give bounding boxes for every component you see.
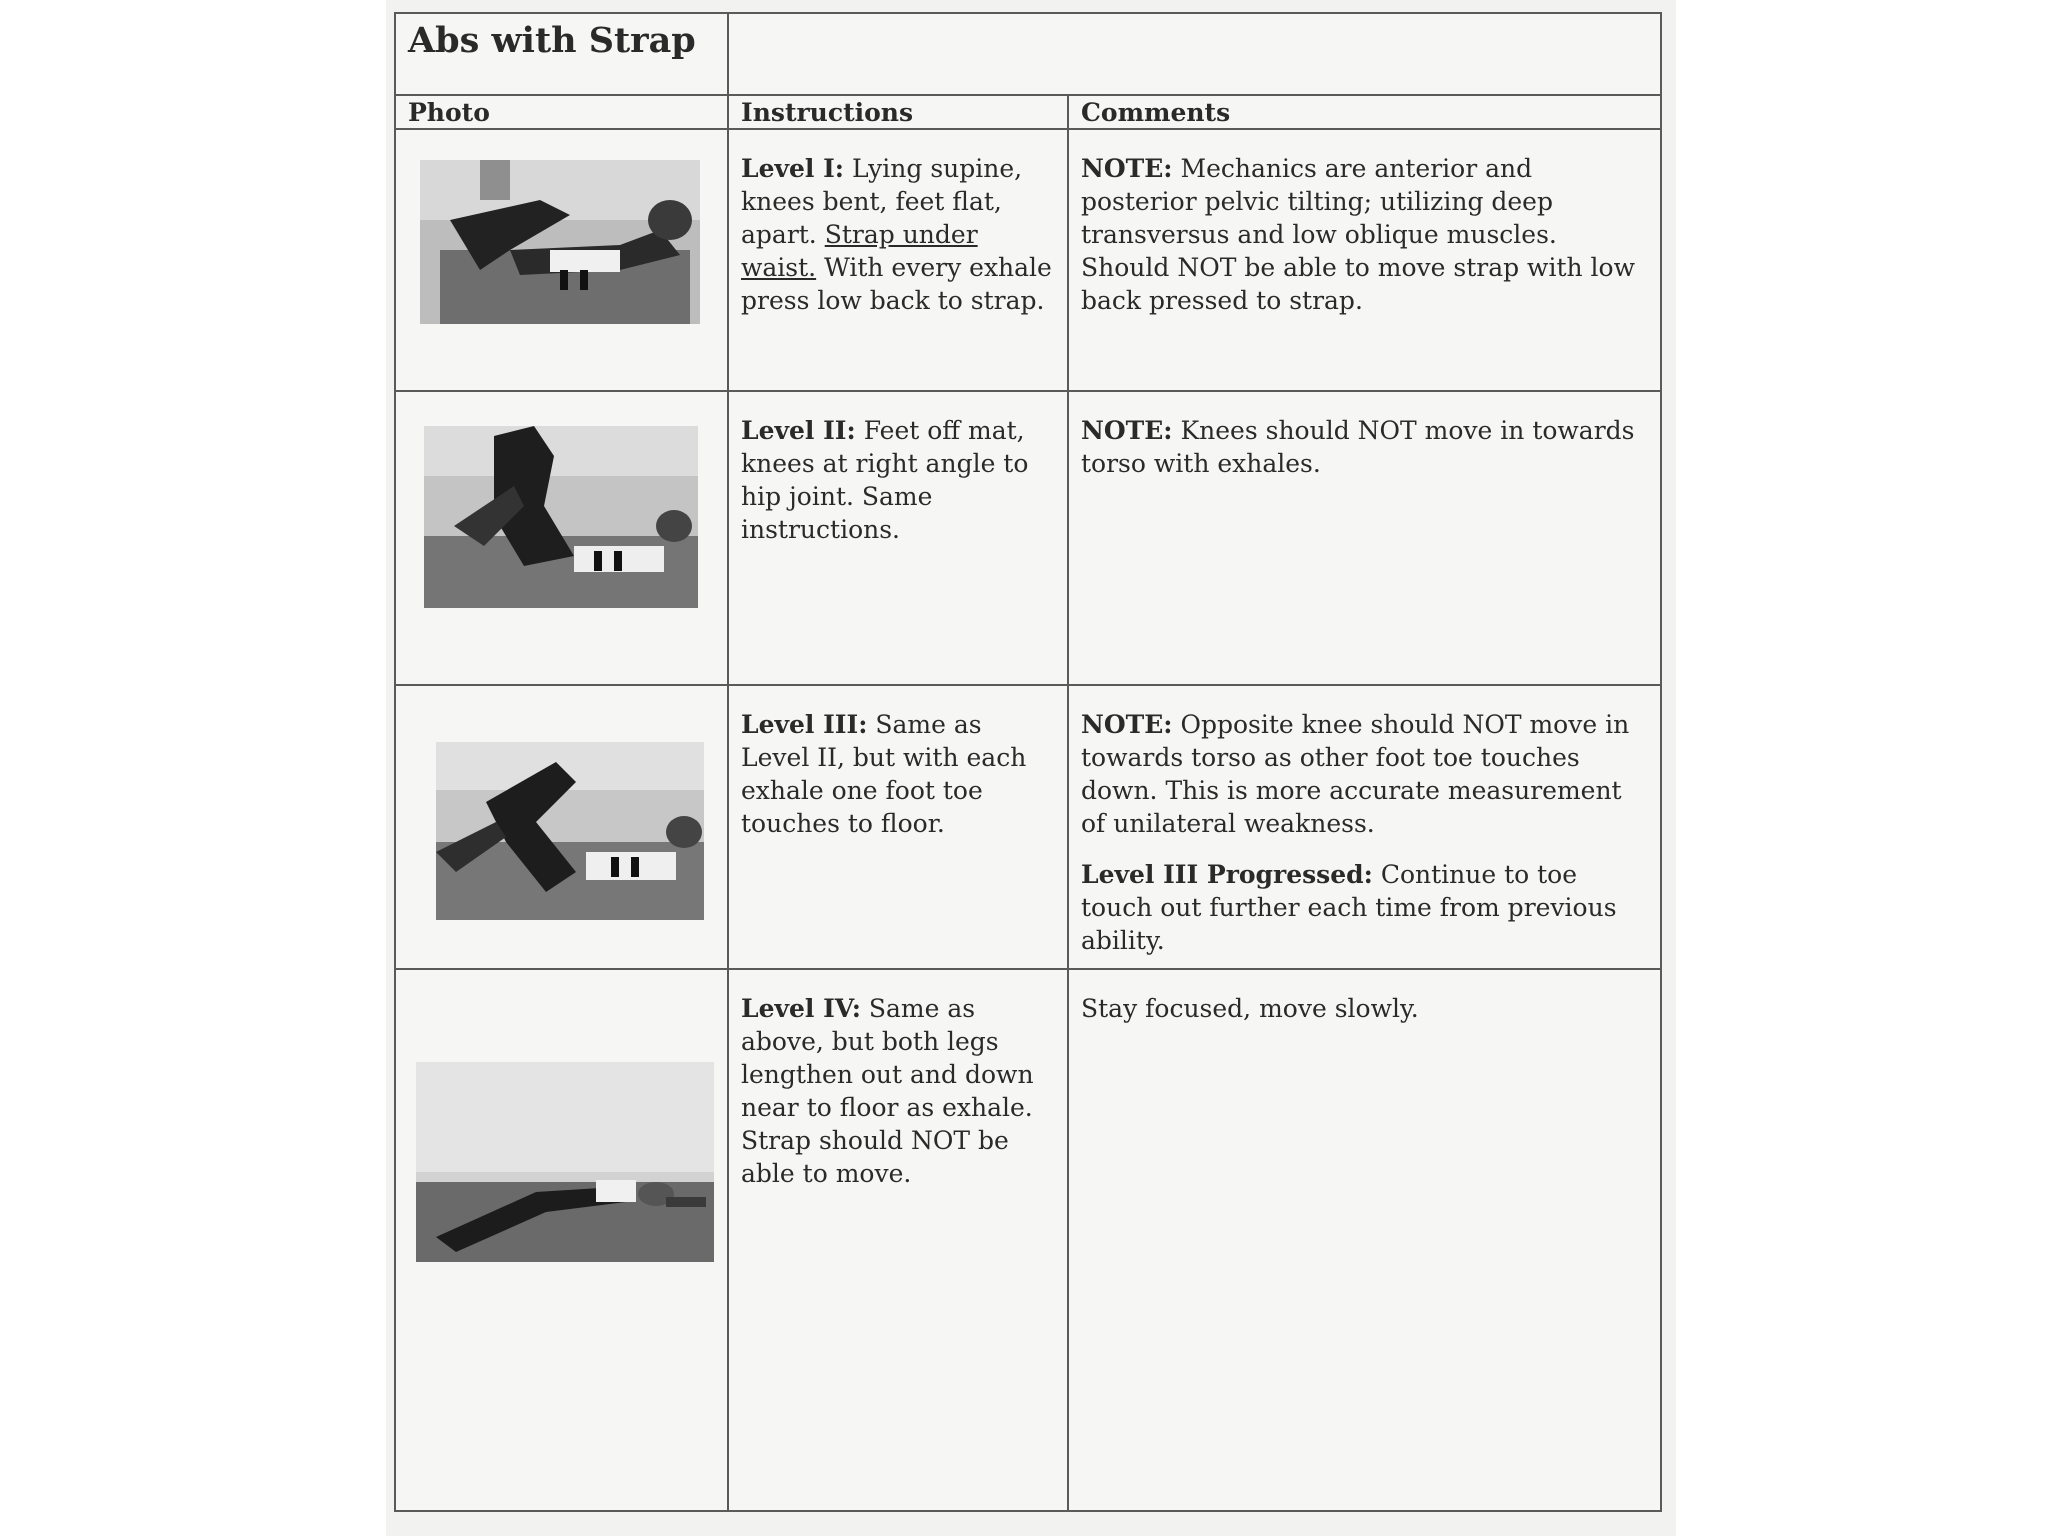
- title-row: [395, 13, 1661, 95]
- instructions-cell: [728, 685, 1068, 969]
- photo-cell: [395, 969, 728, 1511]
- spacer: [1081, 840, 1650, 858]
- comments-cell: [1068, 391, 1661, 685]
- exercise-photo-level-1: [420, 160, 700, 324]
- instructions-text: With every exhale press low back to strap.: [741, 253, 1052, 315]
- level-label: Level III:: [741, 710, 868, 739]
- instructions-text: Lying supine, knees bent, feet flat, apart.: [741, 154, 1023, 249]
- photo-cell: [395, 129, 728, 391]
- header-row: [395, 95, 1661, 129]
- comments-cell: [1068, 685, 1661, 969]
- exercise-photo-level-2: [424, 426, 698, 608]
- photo-cell: [395, 685, 728, 969]
- table-row: [395, 685, 1661, 969]
- exercise-photo-level-4: [416, 1062, 714, 1262]
- table-row: [395, 129, 1661, 391]
- note-text: Mechanics are anterior and posterior pelvic tilting; utilizing deep transversus and low oblique muscles. Should NOT be able to move strap with low back pressed to strap.: [1081, 154, 1635, 315]
- table-row: [395, 391, 1661, 685]
- level-label: Level I:: [741, 154, 845, 183]
- note-text: Knees should NOT move in towards torso with exhales.: [1081, 416, 1635, 478]
- progressed-label: Level III Progressed:: [1081, 860, 1373, 889]
- instructions-underlined-text: Strap under waist.: [741, 220, 978, 282]
- exercise-table: [394, 12, 1662, 1512]
- instructions-cell: [728, 969, 1068, 1511]
- comments-cell: [1068, 129, 1661, 391]
- progressed-block: [1081, 858, 1650, 957]
- note-block: [1081, 708, 1650, 840]
- level-label: Level II:: [741, 416, 856, 445]
- instructions-text: Same as Level II, but with each exhale one foot toe touches to floor.: [741, 710, 1027, 838]
- header-photo: Photo: [395, 95, 728, 129]
- title-blank-cell: [728, 13, 1661, 95]
- note-label: NOTE:: [1081, 154, 1173, 183]
- table-row: [395, 969, 1661, 1511]
- note-label: NOTE:: [1081, 710, 1173, 739]
- level-label: Level IV:: [741, 994, 861, 1023]
- progressed-text: Continue to toe touch out further each time from previous ability.: [1081, 860, 1617, 955]
- instructions-text: Feet off mat, knees at right angle to hip joint. Same instructions.: [741, 416, 1029, 544]
- exercise-photo-level-3: [436, 742, 704, 920]
- instructions-cell: [728, 129, 1068, 391]
- note-text: Opposite knee should NOT move in towards torso as other foot toe touches down. This is more accurate measurement of unilateral weakness.: [1081, 710, 1630, 838]
- instructions-cell: [728, 391, 1068, 685]
- instructions-text: Same as above, but both legs lengthen out and down near to floor as exhale. Strap should NOT be able to move.: [741, 994, 1034, 1188]
- header-instructions: Instructions: [728, 95, 1068, 129]
- comment-text: Stay focused, move slowly.: [1081, 994, 1419, 1023]
- note-label: NOTE:: [1081, 416, 1173, 445]
- comments-cell: [1068, 969, 1661, 1511]
- document-title: Abs with Strap: [395, 13, 728, 95]
- photo-cell: [395, 391, 728, 685]
- header-comments: Comments: [1068, 95, 1661, 129]
